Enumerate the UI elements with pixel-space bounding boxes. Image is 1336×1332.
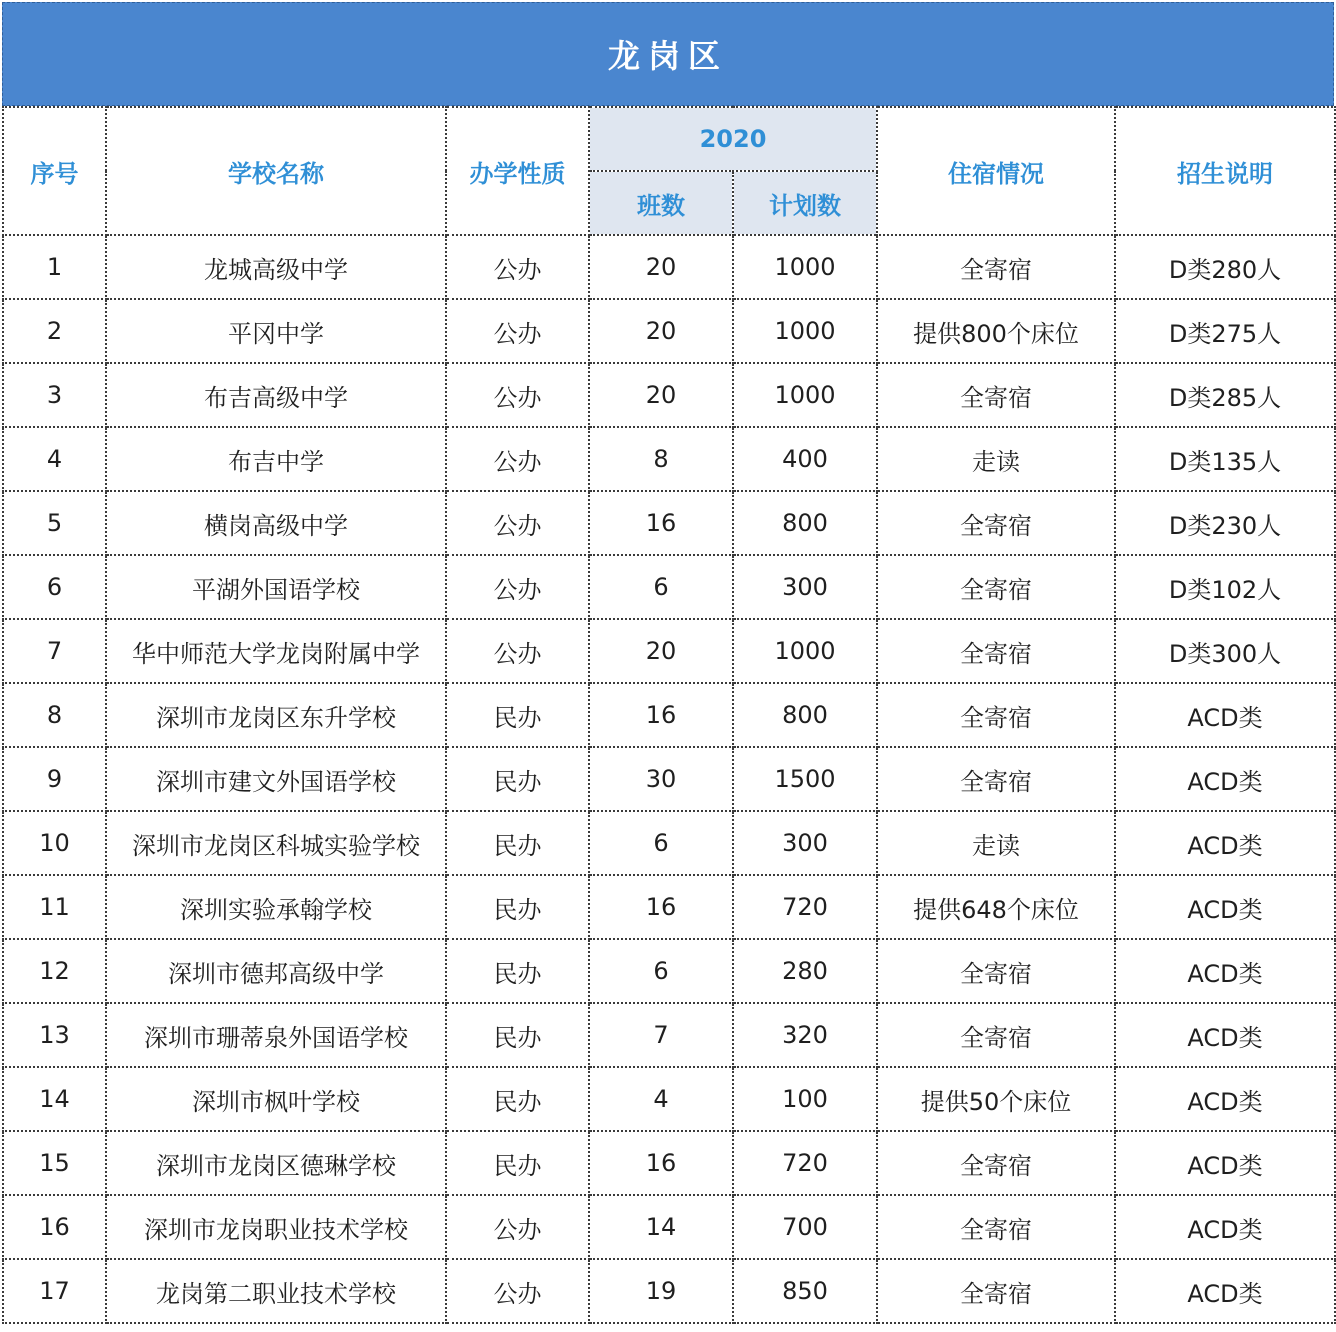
header-no: 序号 xyxy=(3,107,106,235)
cell-classes: 16 xyxy=(589,1131,733,1195)
table-row xyxy=(3,363,1335,427)
cell-school-type: 公办 xyxy=(446,1195,589,1259)
cell-note: ACD类 xyxy=(1115,875,1335,939)
cell-no: 5 xyxy=(3,491,106,555)
header-classes: 班数 xyxy=(589,171,733,235)
cell-plan: 850 xyxy=(733,1259,877,1323)
cell-school-name: 龙岗第二职业技术学校 xyxy=(106,1259,446,1323)
cell-dorm: 走读 xyxy=(877,811,1115,875)
header-year-group: 2020 xyxy=(589,107,877,171)
cell-school-name: 平冈中学 xyxy=(106,299,446,363)
cell-school-type: 民办 xyxy=(446,1131,589,1195)
cell-no: 14 xyxy=(3,1067,106,1131)
cell-no: 15 xyxy=(3,1131,106,1195)
cell-school-name: 布吉高级中学 xyxy=(106,363,446,427)
cell-dorm: 全寄宿 xyxy=(877,235,1115,299)
cell-school-name: 深圳市建文外国语学校 xyxy=(106,747,446,811)
school-table xyxy=(2,106,1336,1324)
table-row xyxy=(3,1003,1335,1067)
table-row xyxy=(3,1067,1335,1131)
cell-no: 16 xyxy=(3,1195,106,1259)
header-school-name: 学校名称 xyxy=(106,107,446,235)
cell-no: 9 xyxy=(3,747,106,811)
cell-school-name: 深圳市珊蒂泉外国语学校 xyxy=(106,1003,446,1067)
header-dorm: 住宿情况 xyxy=(877,107,1115,235)
cell-classes: 14 xyxy=(589,1195,733,1259)
cell-dorm: 全寄宿 xyxy=(877,747,1115,811)
cell-school-name: 深圳市枫叶学校 xyxy=(106,1067,446,1131)
cell-classes: 20 xyxy=(589,299,733,363)
cell-plan: 300 xyxy=(733,811,877,875)
cell-school-type: 公办 xyxy=(446,619,589,683)
cell-school-type: 民办 xyxy=(446,683,589,747)
cell-school-type: 民办 xyxy=(446,875,589,939)
cell-school-type: 民办 xyxy=(446,939,589,1003)
cell-school-type: 公办 xyxy=(446,235,589,299)
cell-no: 13 xyxy=(3,1003,106,1067)
cell-note: ACD类 xyxy=(1115,1131,1335,1195)
cell-plan: 100 xyxy=(733,1067,877,1131)
cell-school-name: 深圳市龙岗职业技术学校 xyxy=(106,1195,446,1259)
cell-dorm: 全寄宿 xyxy=(877,491,1115,555)
cell-classes: 16 xyxy=(589,491,733,555)
cell-school-type: 民办 xyxy=(446,811,589,875)
cell-no: 2 xyxy=(3,299,106,363)
cell-no: 10 xyxy=(3,811,106,875)
cell-school-name: 深圳市龙岗区德琳学校 xyxy=(106,1131,446,1195)
cell-classes: 16 xyxy=(589,683,733,747)
cell-school-type: 公办 xyxy=(446,491,589,555)
cell-plan: 1000 xyxy=(733,235,877,299)
cell-no: 8 xyxy=(3,683,106,747)
cell-school-name: 横岗高级中学 xyxy=(106,491,446,555)
table-row xyxy=(3,939,1335,1003)
cell-no: 12 xyxy=(3,939,106,1003)
table-row xyxy=(3,235,1335,299)
cell-note: D类275人 xyxy=(1115,299,1335,363)
cell-note: ACD类 xyxy=(1115,811,1335,875)
cell-classes: 16 xyxy=(589,875,733,939)
district-title: 龙岗区 xyxy=(2,2,1334,106)
cell-plan: 320 xyxy=(733,1003,877,1067)
cell-school-type: 公办 xyxy=(446,1259,589,1323)
cell-note: ACD类 xyxy=(1115,939,1335,1003)
cell-plan: 800 xyxy=(733,683,877,747)
cell-school-name: 平湖外国语学校 xyxy=(106,555,446,619)
cell-classes: 8 xyxy=(589,427,733,491)
cell-note: ACD类 xyxy=(1115,1067,1335,1131)
cell-classes: 7 xyxy=(589,1003,733,1067)
cell-plan: 800 xyxy=(733,491,877,555)
cell-dorm: 提供800个床位 xyxy=(877,299,1115,363)
cell-classes: 6 xyxy=(589,811,733,875)
cell-plan: 700 xyxy=(733,1195,877,1259)
cell-dorm: 全寄宿 xyxy=(877,363,1115,427)
cell-note: ACD类 xyxy=(1115,747,1335,811)
header-plan: 计划数 xyxy=(733,171,877,235)
cell-note: D类102人 xyxy=(1115,555,1335,619)
table-row xyxy=(3,427,1335,491)
cell-dorm: 全寄宿 xyxy=(877,939,1115,1003)
cell-note: ACD类 xyxy=(1115,1003,1335,1067)
cell-dorm: 走读 xyxy=(877,427,1115,491)
cell-school-type: 民办 xyxy=(446,1003,589,1067)
cell-plan: 1000 xyxy=(733,299,877,363)
table-row xyxy=(3,683,1335,747)
cell-dorm: 全寄宿 xyxy=(877,1131,1115,1195)
cell-school-name: 深圳实验承翰学校 xyxy=(106,875,446,939)
cell-school-type: 民办 xyxy=(446,1067,589,1131)
cell-note: D类300人 xyxy=(1115,619,1335,683)
cell-note: ACD类 xyxy=(1115,1195,1335,1259)
cell-note: D类230人 xyxy=(1115,491,1335,555)
cell-classes: 4 xyxy=(589,1067,733,1131)
cell-dorm: 提供648个床位 xyxy=(877,875,1115,939)
cell-no: 4 xyxy=(3,427,106,491)
cell-dorm: 全寄宿 xyxy=(877,619,1115,683)
table-row xyxy=(3,1195,1335,1259)
table-row xyxy=(3,811,1335,875)
cell-school-name: 深圳市龙岗区科城实验学校 xyxy=(106,811,446,875)
cell-dorm: 全寄宿 xyxy=(877,1003,1115,1067)
table-row xyxy=(3,299,1335,363)
cell-plan: 400 xyxy=(733,427,877,491)
cell-school-name: 龙城高级中学 xyxy=(106,235,446,299)
cell-plan: 720 xyxy=(733,1131,877,1195)
cell-school-name: 布吉中学 xyxy=(106,427,446,491)
cell-school-name: 深圳市龙岗区东升学校 xyxy=(106,683,446,747)
cell-plan: 300 xyxy=(733,555,877,619)
table-row xyxy=(3,747,1335,811)
cell-note: D类285人 xyxy=(1115,363,1335,427)
cell-dorm: 全寄宿 xyxy=(877,555,1115,619)
cell-plan: 1000 xyxy=(733,363,877,427)
table-row xyxy=(3,555,1335,619)
header-row-1 xyxy=(3,107,1335,171)
cell-no: 17 xyxy=(3,1259,106,1323)
cell-note: D类280人 xyxy=(1115,235,1335,299)
cell-plan: 720 xyxy=(733,875,877,939)
cell-school-type: 民办 xyxy=(446,747,589,811)
table-row xyxy=(3,619,1335,683)
cell-school-type: 公办 xyxy=(446,363,589,427)
cell-dorm: 提供50个床位 xyxy=(877,1067,1115,1131)
cell-school-type: 公办 xyxy=(446,555,589,619)
cell-note: ACD类 xyxy=(1115,683,1335,747)
table-row xyxy=(3,875,1335,939)
cell-school-name: 深圳市德邦高级中学 xyxy=(106,939,446,1003)
cell-school-name: 华中师范大学龙岗附属中学 xyxy=(106,619,446,683)
cell-school-type: 公办 xyxy=(446,427,589,491)
header-school-type: 办学性质 xyxy=(446,107,589,235)
cell-classes: 20 xyxy=(589,363,733,427)
cell-school-type: 公办 xyxy=(446,299,589,363)
cell-classes: 19 xyxy=(589,1259,733,1323)
table-body xyxy=(3,235,1335,1323)
cell-note: ACD类 xyxy=(1115,1259,1335,1323)
cell-classes: 20 xyxy=(589,235,733,299)
cell-dorm: 全寄宿 xyxy=(877,1195,1115,1259)
cell-plan: 1500 xyxy=(733,747,877,811)
cell-plan: 280 xyxy=(733,939,877,1003)
cell-no: 3 xyxy=(3,363,106,427)
header-note: 招生说明 xyxy=(1115,107,1335,235)
table-row xyxy=(3,1131,1335,1195)
table-row xyxy=(3,1259,1335,1323)
table-row xyxy=(3,491,1335,555)
cell-dorm: 全寄宿 xyxy=(877,1259,1115,1323)
cell-classes: 6 xyxy=(589,939,733,1003)
cell-classes: 6 xyxy=(589,555,733,619)
cell-plan: 1000 xyxy=(733,619,877,683)
cell-no: 6 xyxy=(3,555,106,619)
cell-no: 11 xyxy=(3,875,106,939)
cell-note: D类135人 xyxy=(1115,427,1335,491)
cell-classes: 30 xyxy=(589,747,733,811)
cell-classes: 20 xyxy=(589,619,733,683)
cell-no: 7 xyxy=(3,619,106,683)
cell-no: 1 xyxy=(3,235,106,299)
cell-dorm: 全寄宿 xyxy=(877,683,1115,747)
